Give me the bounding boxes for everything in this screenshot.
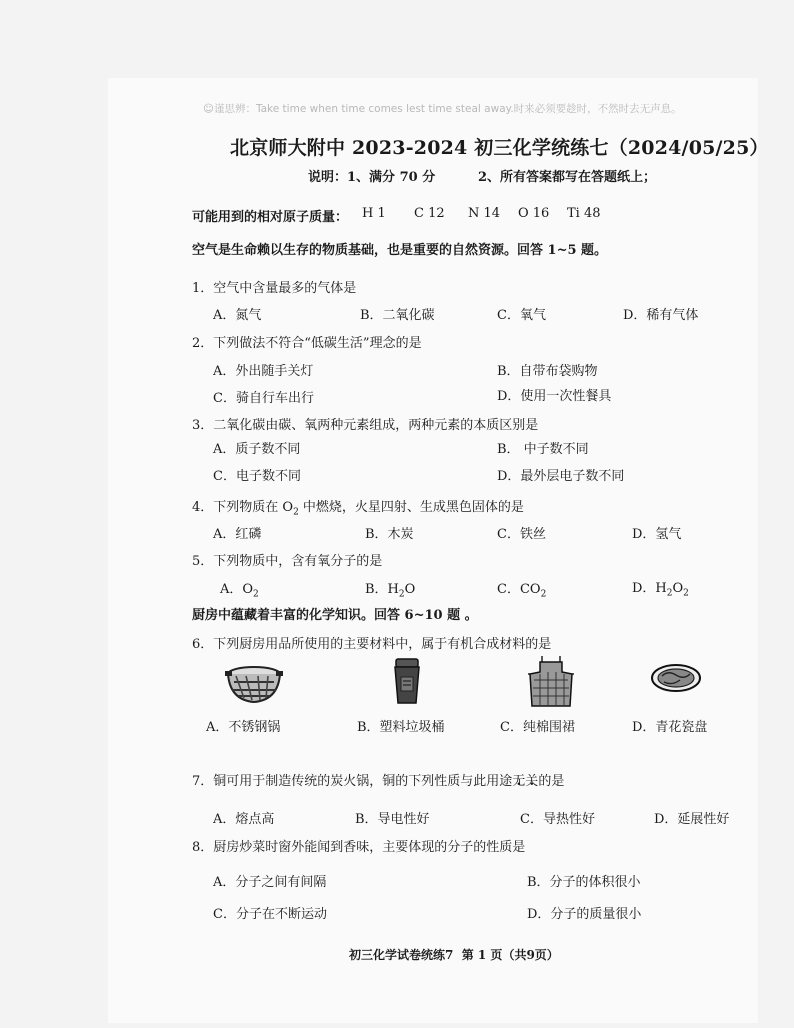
q4-stem: 4．下列物质在 $O_2$ 中燃烧，火星四射、生成黑色固体的是: [192, 500, 524, 518]
footer-title: 初三化学试卷统练7: [349, 948, 454, 962]
section1-intro: 空气是生命赖以生存的物质基础，也是重要的自然资源。回答 1~5 题。: [192, 243, 608, 258]
exam-title: 北京师大附中 2023-2024 初三化学统练七（2024/05/25）: [230, 137, 769, 159]
q1-stem: 1．空气中含量最多的气体是: [192, 281, 357, 296]
q3-option-a: A．质子数不同: [213, 442, 301, 457]
q6-option-b: B．塑料垃圾桶: [357, 720, 445, 735]
instruction-2: 2、所有答案都写在答题纸上；: [478, 170, 657, 185]
q5-option-b: B．$H_2O$: [365, 582, 416, 600]
q7-stem: 7．铜可用于制造传统的炭火锅，铜的下列性质与此用途无关的是: [192, 770, 564, 789]
q4-option-a: A．红磷: [213, 527, 262, 542]
atomic-mass-c: C 12: [414, 206, 445, 221]
q2-option-b: B．自带布袋购物: [497, 364, 598, 379]
q4-option-d: D．氢气: [632, 527, 682, 542]
emphasis-dot-1: 无: [512, 774, 526, 789]
footer-total-pages: （共9页）: [502, 948, 559, 962]
q8-option-d: D．分子的质量很小: [527, 907, 642, 922]
instructions: [308, 166, 435, 185]
q4-option-b: B．木炭: [365, 527, 414, 542]
q7-option-b: B．导电性好: [355, 812, 430, 827]
q1-option-c: C．氧气: [497, 308, 546, 323]
atomic-mass-ti: Ti 48: [567, 206, 601, 221]
atomic-mass-n: N 14: [468, 206, 501, 221]
q8-option-c: C．分子在不断运动: [213, 907, 327, 922]
q6-option-d: D．青花瓷盘: [632, 720, 708, 735]
q6-option-c: C．纯棉围裙: [500, 720, 575, 735]
q1-option-d: D．稀有气体: [623, 308, 699, 323]
q5-option-a: A．$O_2$: [220, 582, 259, 600]
footer-page-number: 第 1 页: [461, 948, 503, 962]
atomic-mass-o: O 16: [518, 206, 550, 221]
q7-option-c: C．导热性好: [520, 812, 595, 827]
q4-option-c: C．铁丝: [497, 527, 546, 542]
instruction-1: 1、满分 70 分: [347, 170, 436, 185]
q8-option-a: A．分子之间有间隔: [213, 875, 327, 890]
q2-stem: 2．下列做法不符合“低碳生活”理念的是: [192, 336, 422, 351]
q6-option-a: A．不锈钢锅: [206, 720, 281, 735]
stainless-pot-image: [224, 660, 284, 706]
q5-option-c: C．$CO_2$: [497, 582, 547, 600]
q8-stem: 8．厨房炒菜时窗外能闻到香味，主要体现的分子的性质是: [192, 840, 526, 855]
page-footer: [349, 946, 559, 963]
plastic-trash-bin-image: [392, 657, 422, 705]
cotton-apron-image: [528, 654, 574, 708]
q5-option-d: D．$H_2O_2$: [632, 581, 689, 599]
q7-option-a: A．熔点高: [213, 812, 275, 827]
q3-option-d: D．最外层电子数不同: [497, 469, 625, 484]
watermark-text: ☺谨思辨：Take time when time comes lest time steal away.时来必须要趁时，不然时去无声息。: [203, 103, 682, 115]
q6-stem: 6．下列厨房用品所使用的主要材料中，属于有机合成材料的是: [192, 637, 552, 652]
section2-intro: 厨房中蕴藏着丰富的化学知识。回答 6~10 题 。: [192, 608, 478, 623]
q3-stem: 3．二氧化碳由碳、氧两种元素组成，两种元素的本质区别是: [192, 418, 539, 433]
q3-option-c: C．电子数不同: [213, 469, 301, 484]
q5-stem: 5．下列物质中，含有氧分子的是: [192, 554, 383, 569]
q7-option-d: D．延展性好: [654, 812, 730, 827]
instructions-label: 说明：: [308, 170, 348, 185]
atomic-mass-h: H 1: [362, 206, 386, 221]
emphasis-dot-2: 关: [525, 774, 539, 789]
porcelain-plate-image: [650, 662, 702, 696]
q3-option-b: B． 中子数不同: [497, 442, 589, 457]
q2-option-a: A．外出随手关灯: [213, 364, 314, 379]
q8-option-b: B．分子的体积很小: [527, 875, 641, 890]
q1-option-b: B．二氧化碳: [360, 308, 435, 323]
q2-option-d: D．使用一次性餐具: [497, 389, 612, 404]
q2-option-c: C．骑自行车出行: [213, 391, 314, 406]
atomic-mass-label: 可能用到的相对原子质量：: [192, 210, 349, 225]
q1-option-a: A．氮气: [213, 308, 262, 323]
